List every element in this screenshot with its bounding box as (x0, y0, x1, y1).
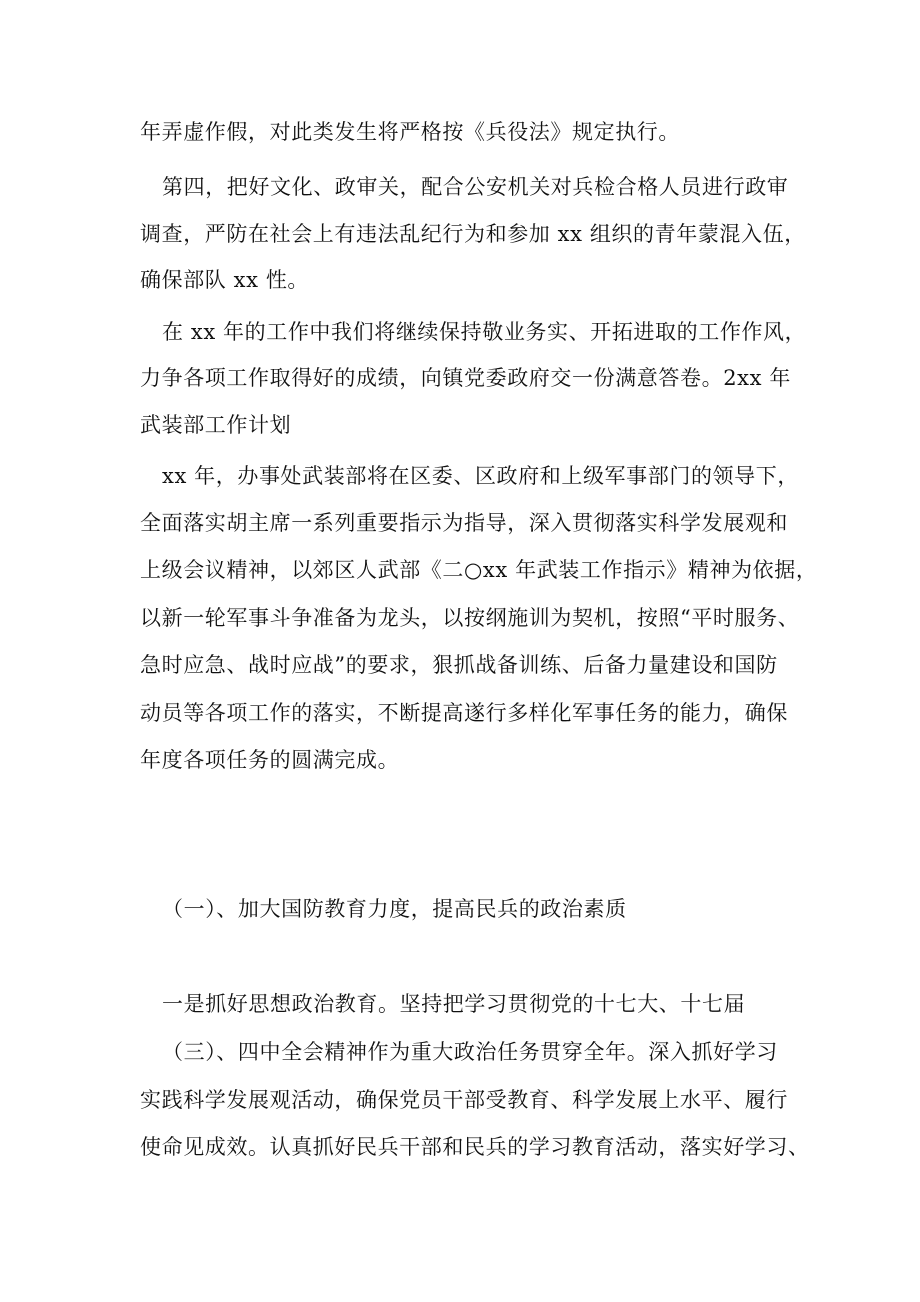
text-line: 在 xx 年的工作中我们将继续保持敬业务实、开拓进取的工作作风， (162, 320, 807, 344)
text-line: （三）、四中全会精神作为重大政治任务贯穿全年。深入抓好学习 (162, 1040, 778, 1064)
text-line: 第四，把好文化、政审关，配合公安机关对兵检合格人员进行政审 (162, 175, 789, 199)
text-line: 上级会议精神，以郊区人武部《二○xx 年武装工作指示》精神为依据， (140, 558, 818, 582)
text-line: 动员等各项工作的落实，不断提高遂行多样化军事任务的能力，确保 (140, 701, 788, 725)
text-line: 年弄虚作假，对此类发生将严格按《兵役法》规定执行。 (140, 120, 680, 144)
text-line: 确保部队 xx 性。 (140, 268, 310, 292)
text-line: 使命见成效。认真抓好民兵干部和民兵的学习教育活动，落实好学习、 (140, 1135, 810, 1159)
text-line: 年度各项任务的圆满完成。 (140, 748, 400, 772)
text-line: 一是抓好思想政治教育。坚持把学习贯彻党的十七大、十七届 (162, 992, 746, 1016)
text-line: 实践科学发展观活动，确保党员干部受教育、科学发展上水平、履行 (140, 1088, 788, 1112)
section-heading: （一）、加大国防教育力度，提高民兵的政治素质 (162, 897, 627, 921)
text-line: 急时应急、战时应战”的要求，狠抓战备训练、后备力量建设和国防 (140, 653, 778, 677)
text-line: 武装部工作计划 (140, 413, 292, 437)
text-line: 力争各项工作取得好的成绩，向镇党委政府交一份满意答卷。2xx 年 (140, 366, 791, 390)
text-line: 以新一轮军事斗争准备为龙头，以按纲施训为契机，按照“平时服务、 (140, 606, 800, 630)
text-line: xx 年，办事处武装部将在区委、区政府和上级军事部门的领导下， (162, 464, 799, 488)
text-line: 全面落实胡主席一系列重要指示为指导，深入贯彻落实科学发展观和 (140, 511, 788, 535)
text-line: 调查，严防在社会上有违法乱纪行为和参加 xx 组织的青年蒙混入伍， (140, 222, 806, 246)
